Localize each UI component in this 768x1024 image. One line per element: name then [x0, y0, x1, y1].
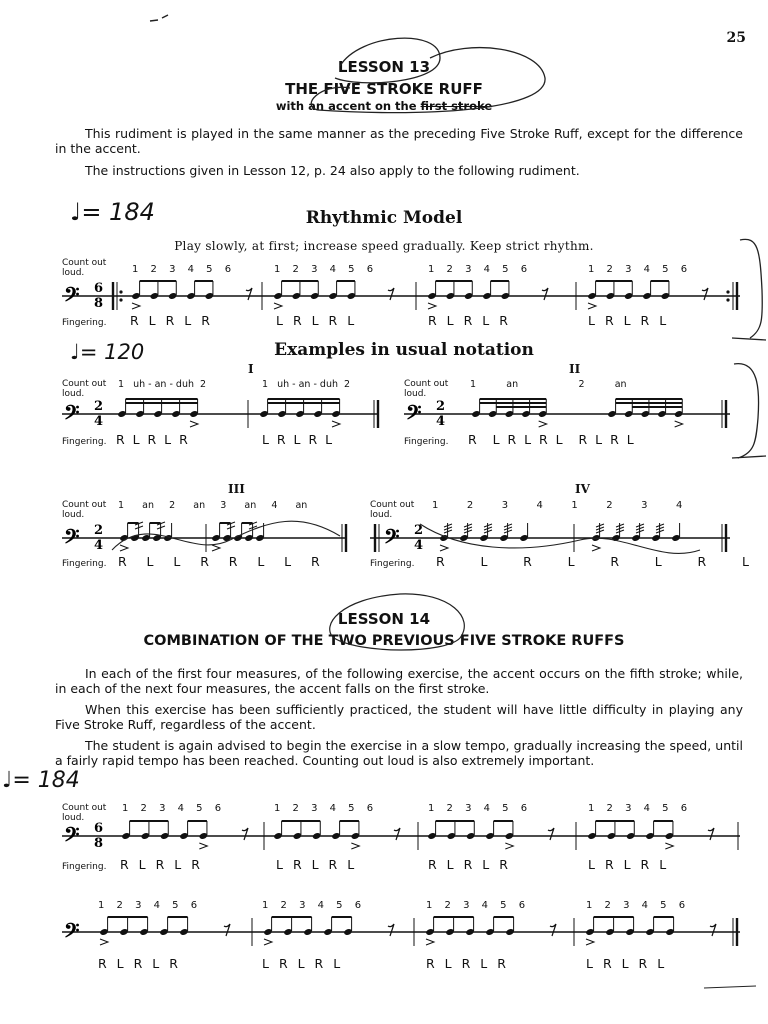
fingering-label-2a: Fingering. [62, 437, 107, 447]
notes-rhythmic-model [131, 281, 708, 309]
examples-heading: Examples in usual notation [274, 340, 534, 360]
count-label-2a: Count out loud. [62, 379, 107, 399]
count-1-m2: 1 2 3 4 5 6 [274, 264, 374, 275]
rhythmic-model-heading: Rhythmic Model [305, 208, 463, 228]
time-top-1: 6 [94, 281, 104, 296]
count-5-m2: 1 2 3 4 5 6 [262, 900, 362, 911]
rhythmic-model-instruction: Play slowly, at first; increase speed gradually. Keep strict rhythm. [174, 239, 594, 253]
sticking-4-m2: L R L R L [276, 857, 355, 872]
pencil-mark [148, 12, 178, 26]
count-label-2b: Count out loud. [404, 379, 449, 399]
staff-lesson14-2 [0, 914, 768, 954]
lesson13-paragraph-2: The instructions given in Lesson 12, p. 24 also apply to the following rudiment. [85, 163, 580, 178]
sticking-5-m3: R L R L R [426, 956, 506, 971]
sticking-III: R L L R R L L R [118, 554, 320, 569]
tempo-mark-1: ♩= 184 [70, 198, 155, 226]
count-label-3a: Count out loud. [62, 500, 107, 520]
pencil-bracket-1 [730, 230, 768, 350]
count-I-2: 1 uh - an - duh 2 [262, 379, 351, 390]
sticking-I-2: L R L R L [262, 432, 333, 447]
fingering-label-1: Fingering. [62, 318, 107, 328]
subtitle-struck: first stroke [420, 99, 493, 113]
count-4-m2: 1 2 3 4 5 6 [274, 803, 374, 814]
count-IV: 1 2 3 4 1 2 3 4 [432, 500, 683, 511]
count-4-m4: 1 2 3 4 5 6 [588, 803, 688, 814]
fingering-label-3b: Fingering. [370, 559, 415, 569]
lesson14-label: LESSON 14 [337, 610, 431, 628]
time-bottom-2b: 4 [436, 414, 446, 429]
sticking-1-m2: L R L R L [276, 313, 355, 328]
lesson14-title: COMBINATION OF THE TWO PREVIOUS FIVE STROKE RUFFS [143, 633, 625, 649]
count-5-m3: 1 2 3 4 5 6 [426, 900, 526, 911]
pencil-circle-lesson14 [320, 588, 480, 658]
roman-IV: IV [575, 482, 590, 496]
lesson14-paragraph-1: In each of the first four measures, of the following exercise, the accent occurs on the fifth stroke; while, in each of the next four measures, the accent falls on the first stroke. [55, 666, 743, 696]
svg-text:𝄢: 𝄢 [406, 400, 422, 429]
count-III: 1 an 2 an 3 an 4 an [118, 500, 308, 511]
time-bottom-1: 8 [94, 296, 104, 311]
pencil-mark-bottom [700, 980, 760, 1000]
count-1-m1: 1 2 3 4 5 6 [132, 264, 232, 275]
lesson14-paragraph-3: The student is again advised to begin the exercise in a slow tempo, gradually increasing the speed, until a fairly rapid tempo has been reached. Counting out loud is also extremely important. [55, 738, 743, 768]
sticking-4-m3: R L R L R [428, 857, 508, 872]
roman-II: II [569, 362, 581, 376]
pencil-circle-lesson13 [290, 28, 550, 128]
notes-example-IV [439, 523, 680, 551]
time-bottom-4: 8 [94, 836, 104, 851]
sticking-5-m1: R L R L R [98, 956, 178, 971]
roman-I: I [248, 362, 254, 376]
notes-lesson14-2 [99, 917, 716, 945]
time-top-4: 6 [94, 821, 104, 836]
time-top-3b: 2 [414, 523, 424, 538]
pencil-bracket-2 [728, 358, 768, 468]
svg-text:𝄢: 𝄢 [384, 524, 400, 553]
count-1-m4: 1 2 3 4 5 6 [588, 264, 688, 275]
sticking-II: R L R L R L R L R L [468, 432, 634, 447]
count-4-m1: 1 2 3 4 5 6 [122, 803, 222, 814]
notes-example-III [119, 522, 264, 551]
count-label-4: Count out loud. [62, 803, 107, 823]
svg-text:𝄢: 𝄢 [64, 282, 80, 311]
count-5-m1: 1 2 3 4 5 6 [98, 900, 198, 911]
sticking-1-m1: R L R L R [130, 313, 210, 328]
count-I-1: 1 uh - an - duh 2 [118, 379, 207, 390]
time-top-2a: 2 [94, 399, 104, 414]
sticking-5-m2: L R L R L [262, 956, 341, 971]
time-bottom-2a: 4 [94, 414, 104, 429]
count-4-m3: 1 2 3 4 5 6 [428, 803, 528, 814]
time-bottom-3a: 4 [94, 538, 104, 553]
count-1-m3: 1 2 3 4 5 6 [428, 264, 528, 275]
staff-lesson14-1 [0, 818, 768, 858]
notes-example-I [117, 399, 340, 427]
sticking-1-m3: R L R L R [428, 313, 508, 328]
time-top-3a: 2 [94, 523, 104, 538]
staff-examples-I-II [0, 396, 768, 436]
fingering-label-3a: Fingering. [62, 559, 107, 569]
lesson13-label: LESSON 13 [337, 58, 431, 76]
tempo-mark-3: ♩= 184 [2, 768, 80, 793]
sticking-4-m4: L R L R L [588, 857, 667, 872]
count-5-m4: 1 2 3 4 5 6 [586, 900, 686, 911]
svg-text:𝄢: 𝄢 [64, 918, 80, 947]
sticking-5-m4: L R L R L [586, 956, 665, 971]
time-bottom-3b: 4 [414, 538, 424, 553]
count-label-1: Count out loud. [62, 258, 107, 278]
sticking-4-m1: R L R L R [120, 857, 200, 872]
fingering-label-4: Fingering. [62, 862, 107, 872]
count-II: 1 an 2 an [470, 379, 627, 390]
svg-text:𝄢: 𝄢 [64, 822, 80, 851]
lesson13-title: THE FIVE STROKE RUFF [285, 80, 483, 98]
sticking-IV: R L R L R L R L [436, 554, 749, 569]
fingering-label-2b: Fingering. [404, 437, 449, 447]
time-top-2b: 2 [436, 399, 446, 414]
lesson14-paragraph-2: When this exercise has been sufficiently practiced, the student will have little difficulty in playing any Five Stroke Ruff, regardless of the accent. [55, 702, 743, 732]
sticking-1-m4: L R L R L [588, 313, 667, 328]
svg-text:𝄢: 𝄢 [64, 400, 80, 429]
svg-text:𝄢: 𝄢 [64, 524, 80, 553]
sticking-I-1: R L R L R [116, 432, 188, 447]
staff-rhythmic-model [0, 278, 768, 318]
count-label-3b: Count out loud. [370, 500, 415, 520]
notes-example-II [471, 399, 683, 427]
subtitle-prefix: with an accent on the [275, 99, 421, 113]
page-number: 25 [726, 30, 746, 46]
tempo-mark-2: ♩= 120 [70, 340, 145, 364]
lesson13-paragraph-1: This rudiment is played in the same manner as the preceding Five Stroke Ruff, except for the difference in the accent. [55, 126, 743, 156]
roman-III: III [228, 482, 245, 496]
